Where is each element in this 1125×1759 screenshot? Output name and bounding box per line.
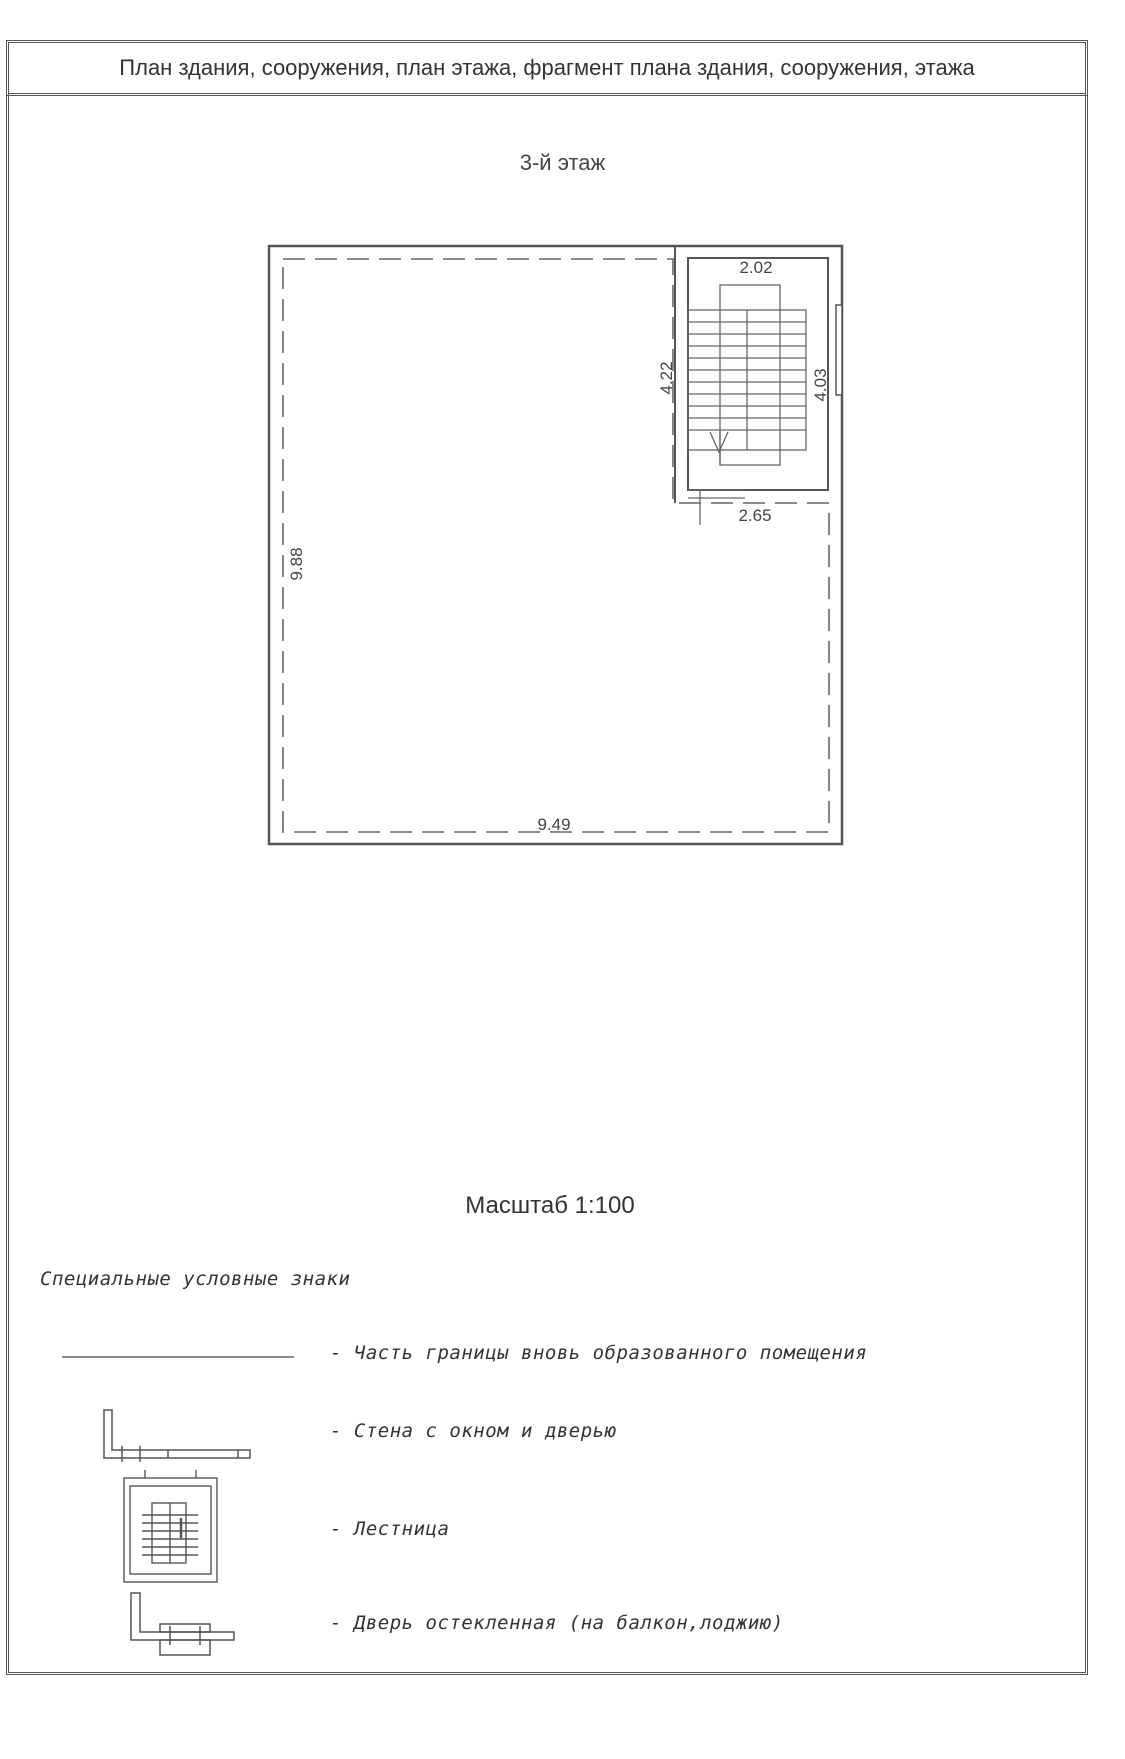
staircase-icon bbox=[124, 1470, 217, 1582]
legend-item-staircase: - Лестница bbox=[330, 1518, 450, 1540]
dim-outer-height: 9.88 bbox=[287, 547, 306, 581]
dim-stair-left: 4.22 bbox=[657, 361, 676, 395]
document-title: План здания, сооружения, план этажа, фрагмент плана здания, сооружения, этажа bbox=[119, 55, 975, 80]
dim-stair-top: 2.02 bbox=[739, 258, 773, 277]
scale-label: Масштаб 1:100 bbox=[465, 1192, 635, 1219]
dim-stair-right: 4.03 bbox=[811, 368, 830, 402]
window-right bbox=[836, 305, 842, 395]
legend-item-glazed-door: - Дверь остекленная (на балкон,лоджию) bbox=[330, 1612, 784, 1634]
dim-outer-width: 9.49 bbox=[537, 815, 571, 834]
glazed-door-icon bbox=[131, 1593, 234, 1655]
legend-title: Специальные условные знаки bbox=[40, 1268, 351, 1290]
legend-item-boundary: - Часть границы вновь образованного помещения bbox=[330, 1342, 868, 1364]
outer-wall bbox=[269, 246, 842, 844]
wall-window-door-icon bbox=[104, 1410, 250, 1462]
floor-title: 3-й этаж bbox=[519, 150, 606, 175]
legend-item-wall-window-door: - Стена с окном и дверью bbox=[330, 1420, 617, 1442]
dim-stair-bottom: 2.65 bbox=[738, 506, 772, 525]
